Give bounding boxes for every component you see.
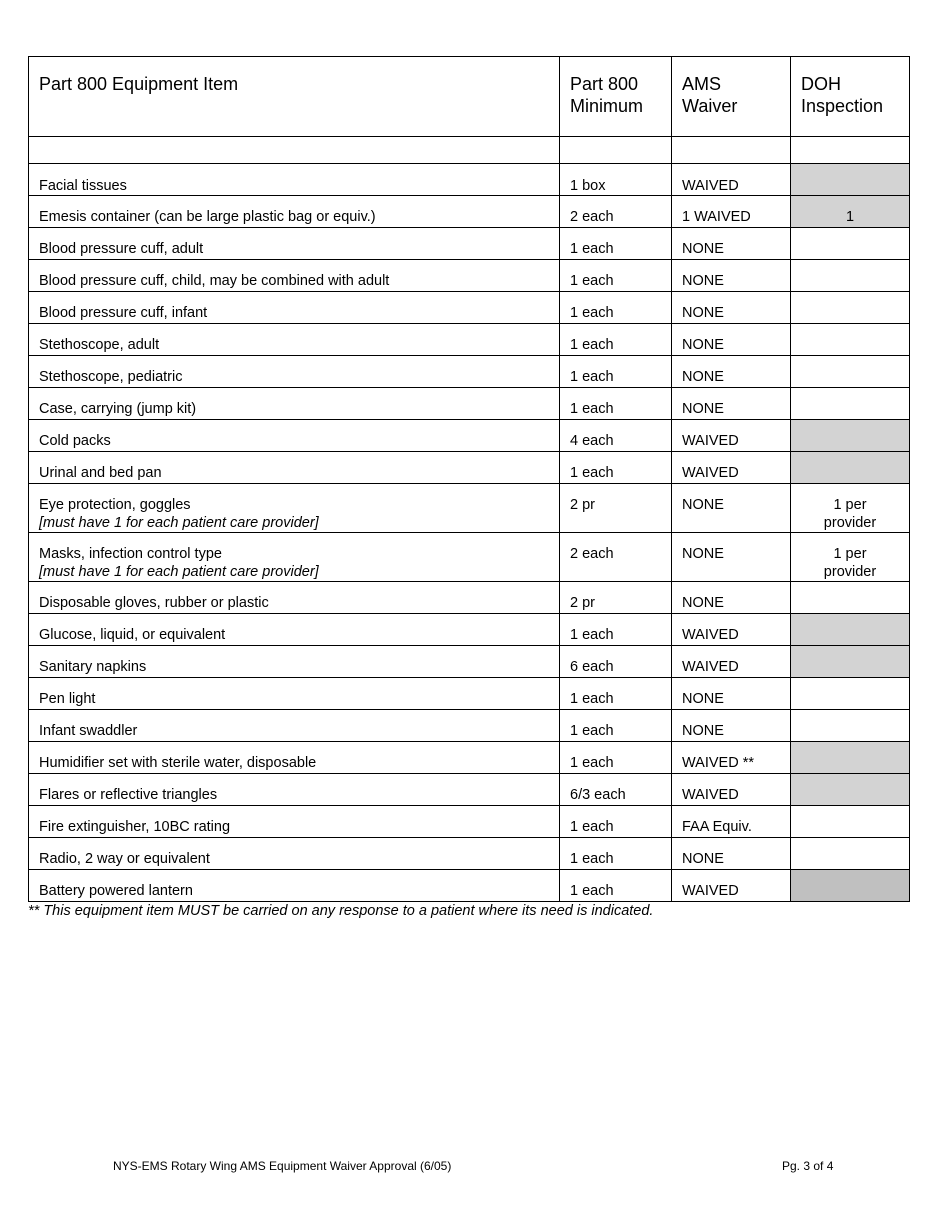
doh-cell (791, 646, 910, 678)
waiver-cell: 1 WAIVED (672, 196, 791, 228)
item-cell (29, 614, 560, 646)
item-name: Cold packs (39, 433, 111, 449)
waiver-cell: NONE (672, 710, 791, 742)
item-cell (29, 710, 560, 742)
item-cell (29, 164, 560, 196)
minimum-cell: 1 each (560, 260, 672, 292)
doh-cell (791, 710, 910, 742)
item-cell (29, 388, 560, 420)
waiver-cell: WAIVED (672, 870, 791, 902)
doh-cell (791, 678, 910, 710)
item-name: Blood pressure cuff, adult (39, 241, 204, 257)
minimum-cell: 1 each (560, 452, 672, 484)
table-row (29, 260, 910, 292)
minimum-cell: 1 each (560, 838, 672, 870)
doh-cell (791, 870, 910, 902)
item-name: Blood pressure cuff, child, may be combined with adult (39, 273, 390, 289)
table-row (29, 710, 910, 742)
item-note: [must have 1 for each patient care provider] (39, 515, 319, 531)
item-cell (29, 806, 560, 838)
minimum-cell: 1 each (560, 292, 672, 324)
item-cell (29, 742, 560, 774)
table-row (29, 164, 910, 196)
table-row (29, 742, 910, 774)
item-name: Fire extinguisher, 10BC rating (39, 819, 231, 835)
spacer-cell (560, 137, 672, 164)
minimum-cell: 1 each (560, 678, 672, 710)
footnote: ** This equipment item MUST be carried on any response to a patient where its need is indicated. (28, 903, 654, 919)
doh-cell (791, 420, 910, 452)
item-cell (29, 533, 560, 582)
header-spacer-row (29, 137, 910, 164)
item-name: Facial tissues (39, 178, 127, 194)
item-name: Stethoscope, pediatric (39, 369, 183, 385)
item-name: Masks, infection control type (39, 546, 222, 562)
waiver-cell: NONE (672, 292, 791, 324)
doh-cell (791, 806, 910, 838)
doh-cell: 1 per provider (791, 533, 910, 582)
item-cell (29, 870, 560, 902)
page-number: Pg. 3 of 4 (782, 1159, 834, 1173)
waiver-cell: WAIVED (672, 420, 791, 452)
table-row (29, 533, 910, 582)
waiver-cell: NONE (672, 260, 791, 292)
doh-cell (791, 774, 910, 806)
item-name: Urinal and bed pan (39, 465, 162, 481)
spacer-cell (29, 137, 560, 164)
table-row (29, 614, 910, 646)
waiver-cell: NONE (672, 484, 791, 533)
table-row (29, 228, 910, 260)
header-minimum: Part 800 Minimum (560, 57, 672, 137)
table-row (29, 356, 910, 388)
item-cell (29, 228, 560, 260)
item-cell (29, 292, 560, 324)
waiver-cell: NONE (672, 356, 791, 388)
item-name: Emesis container (can be large plastic bag or equiv.) (39, 209, 376, 225)
table-row (29, 452, 910, 484)
minimum-cell: 6 each (560, 646, 672, 678)
waiver-cell: NONE (672, 388, 791, 420)
doh-cell (791, 388, 910, 420)
item-name: Sanitary napkins (39, 659, 147, 675)
table-row (29, 420, 910, 452)
item-cell (29, 838, 560, 870)
minimum-cell: 1 each (560, 614, 672, 646)
table-row (29, 484, 910, 533)
minimum-cell: 2 each (560, 533, 672, 582)
waiver-cell: WAIVED (672, 614, 791, 646)
equipment-table-body (29, 57, 910, 902)
item-cell (29, 260, 560, 292)
spacer-cell (672, 137, 791, 164)
item-name: Case, carrying (jump kit) (39, 401, 197, 417)
header-waiver: AMS Waiver (672, 57, 791, 137)
minimum-cell: 2 each (560, 196, 672, 228)
waiver-cell: NONE (672, 228, 791, 260)
doh-cell (791, 292, 910, 324)
item-name: Eye protection, goggles (39, 497, 191, 513)
item-name: Blood pressure cuff, infant (39, 305, 208, 321)
item-cell (29, 452, 560, 484)
minimum-cell: 1 each (560, 710, 672, 742)
minimum-cell: 1 each (560, 870, 672, 902)
waiver-cell: WAIVED (672, 774, 791, 806)
item-name: Battery powered lantern (39, 883, 193, 899)
item-name: Glucose, liquid, or equivalent (39, 627, 226, 643)
minimum-cell: 1 each (560, 356, 672, 388)
item-name: Disposable gloves, rubber or plastic (39, 595, 269, 611)
doh-cell: 1 (791, 196, 910, 228)
minimum-cell: 4 each (560, 420, 672, 452)
table-row (29, 292, 910, 324)
table-row (29, 324, 910, 356)
item-cell (29, 678, 560, 710)
doh-cell (791, 742, 910, 774)
minimum-cell: 1 each (560, 806, 672, 838)
minimum-cell: 1 box (560, 164, 672, 196)
item-name: Stethoscope, adult (39, 337, 160, 353)
doh-cell (791, 614, 910, 646)
table-row (29, 774, 910, 806)
minimum-cell: 6/3 each (560, 774, 672, 806)
waiver-cell: WAIVED ** (672, 742, 791, 774)
waiver-cell: WAIVED (672, 646, 791, 678)
table-row (29, 196, 910, 228)
footer-title: NYS-EMS Rotary Wing AMS Equipment Waiver Approval (6/05) (113, 1159, 452, 1173)
item-cell (29, 646, 560, 678)
doh-cell (791, 356, 910, 388)
waiver-cell: NONE (672, 533, 791, 582)
minimum-cell: 1 each (560, 324, 672, 356)
table-row (29, 806, 910, 838)
item-note: [must have 1 for each patient care provider] (39, 564, 319, 580)
item-cell (29, 356, 560, 388)
header-doh: DOH Inspection (791, 57, 910, 137)
minimum-cell: 1 each (560, 228, 672, 260)
table-row (29, 870, 910, 902)
item-cell (29, 582, 560, 614)
item-name: Humidifier set with sterile water, disposable (39, 755, 317, 771)
item-name: Pen light (39, 691, 96, 707)
minimum-cell: 1 each (560, 388, 672, 420)
item-cell (29, 324, 560, 356)
waiver-cell: WAIVED (672, 164, 791, 196)
table-row (29, 678, 910, 710)
doh-cell (791, 582, 910, 614)
waiver-cell: NONE (672, 582, 791, 614)
doh-cell (791, 838, 910, 870)
item-cell (29, 196, 560, 228)
item-cell (29, 484, 560, 533)
spacer-cell (791, 137, 910, 164)
header-row (29, 57, 910, 137)
doh-cell (791, 260, 910, 292)
minimum-cell: 2 pr (560, 582, 672, 614)
table-row (29, 646, 910, 678)
item-name: Flares or reflective triangles (39, 787, 218, 803)
item-name: Radio, 2 way or equivalent (39, 851, 210, 867)
doh-cell (791, 164, 910, 196)
item-cell (29, 420, 560, 452)
doh-cell: 1 per provider (791, 484, 910, 533)
item-cell (29, 774, 560, 806)
waiver-cell: NONE (672, 838, 791, 870)
doh-cell (791, 324, 910, 356)
equipment-table (28, 56, 910, 902)
table-row (29, 838, 910, 870)
waiver-cell: FAA Equiv. (672, 806, 791, 838)
item-name: Infant swaddler (39, 723, 138, 739)
waiver-cell: NONE (672, 678, 791, 710)
minimum-cell: 1 each (560, 742, 672, 774)
waiver-cell: WAIVED (672, 452, 791, 484)
table-row (29, 388, 910, 420)
table-row (29, 582, 910, 614)
waiver-cell: NONE (672, 324, 791, 356)
doh-cell (791, 228, 910, 260)
minimum-cell: 2 pr (560, 484, 672, 533)
header-item: Part 800 Equipment Item (29, 57, 560, 137)
doh-cell (791, 452, 910, 484)
